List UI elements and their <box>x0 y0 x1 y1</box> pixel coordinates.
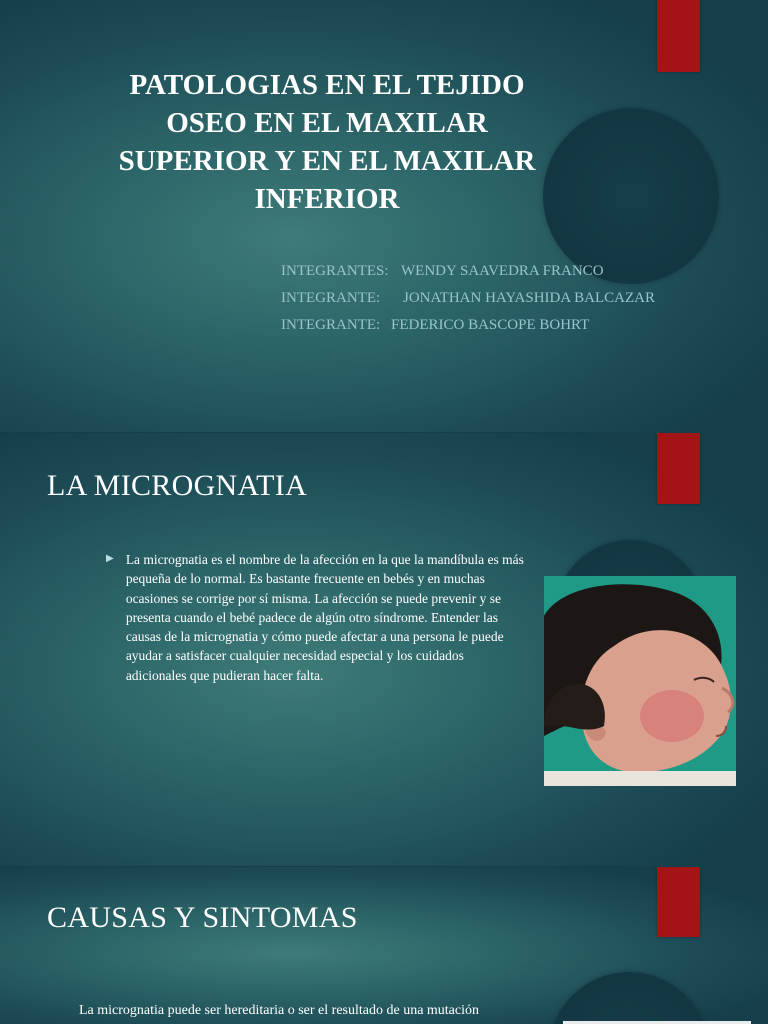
presentation-title: PATOLOGIAS EN EL TEJIDO OSEO EN EL MAXILAR SUPERIOR Y EN EL MAXILAR INFERIOR <box>118 69 536 215</box>
baby-photo-illustration <box>544 576 736 786</box>
causes-slide <box>0 867 768 1024</box>
red-accent-bar <box>657 0 700 72</box>
red-accent-bar <box>657 867 700 937</box>
member-role: INTEGRANTE: <box>281 290 381 306</box>
member-row <box>281 260 655 287</box>
members-list <box>281 260 655 341</box>
member-row <box>281 314 655 341</box>
member-role: INTEGRANTES: <box>281 263 389 279</box>
micrognatia-slide <box>0 433 768 866</box>
member-name: FEDERICO BASCOPE BOHRT <box>391 317 590 333</box>
bullet-item <box>106 550 526 685</box>
red-accent-bar <box>657 433 700 504</box>
decorative-circle <box>543 108 719 284</box>
member-name: JONATHAN HAYASHIDA BALCAZAR <box>403 290 655 306</box>
member-row <box>281 287 655 314</box>
body-text: La micrognatia puede ser hereditaria o ser el resultado de una mutación <box>79 1003 479 1018</box>
section-title: CAUSAS Y SINTOMAS <box>47 901 358 934</box>
decorative-circle <box>549 972 709 1024</box>
section-title: LA MICROGNATIA <box>47 469 308 502</box>
bullet-text: La micrognatia es el nombre de la afección en la que la mandíbula es más pequeña de lo normal. Es bastante frecuente en bebés y en muchas ocasiones se corrige por sí misma. La afección se puede prevenir y se presenta cuando el bebé padece de algún otro síndrome. Entender las causas de la micrognatia y cómo puede afectar a una persona le puede ayudar a satisfacer cualquier necesidad especial y los cuidados adicionales que pudieran hacer falta. <box>125 552 524 683</box>
title-slide <box>0 0 768 432</box>
triangle-bullet-icon: ▶ <box>106 553 114 564</box>
member-name: WENDY SAAVEDRA FRANCO <box>401 263 604 279</box>
member-role: INTEGRANTE: <box>281 317 381 333</box>
baby-profile-photo <box>544 576 736 786</box>
